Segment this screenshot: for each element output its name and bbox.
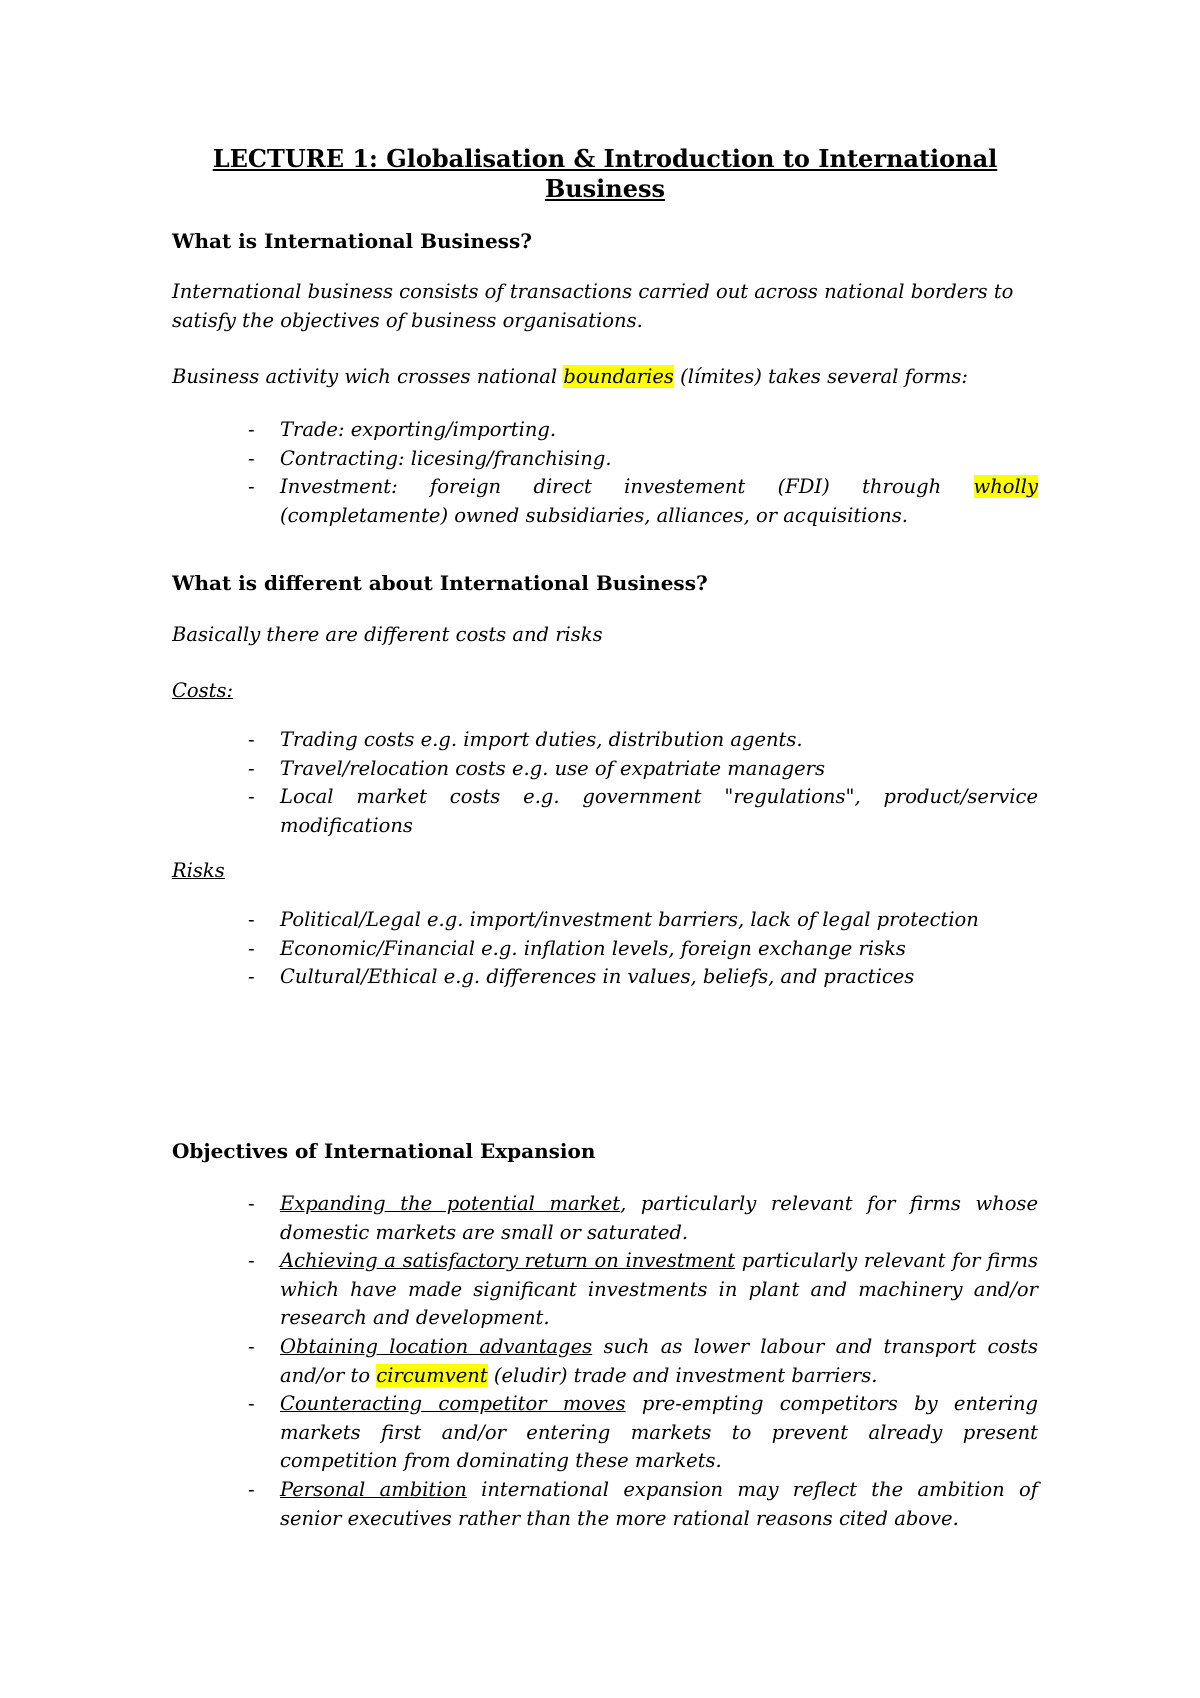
- objective-term: Achieving a satisfactory return on investment: [280, 1249, 736, 1273]
- intro-paragraph: Basically there are different costs and risks: [172, 623, 603, 646]
- dash-bullet: -: [248, 936, 255, 960]
- list-item: [172, 1390, 1038, 1476]
- list-item-text: Contracting: licesing/franchising.: [280, 446, 612, 470]
- list-item-text: Political/Legal e.g. import/investment barriers, lack of legal protection: [280, 908, 979, 931]
- list-item: [172, 963, 1038, 992]
- objective-text: such as lower labour and transport costs and/or to: [280, 1334, 1038, 1387]
- list-item-text: Trade: exporting/importing.: [280, 418, 557, 441]
- objective-term: Expanding the potential market: [280, 1192, 621, 1215]
- list-item: [172, 906, 1038, 935]
- objective-term: Counteracting competitor moves: [280, 1392, 626, 1416]
- list-item-text: Investment: foreign direct investement (FDI) through: [280, 475, 974, 499]
- dash-bullet: -: [248, 1477, 255, 1501]
- list-item: [172, 783, 1038, 840]
- costs-label: Costs:: [172, 679, 234, 702]
- dash-bullet: -: [248, 965, 255, 989]
- dash-bullet: -: [248, 1192, 255, 1215]
- objective-text: pre-empting competitors by entering markets first and/or entering markets to prevent already present competition from dominating these markets.: [280, 1392, 1038, 1473]
- list-item-text: Local market costs e.g. government "regulations", product/service modifications: [280, 785, 1038, 837]
- dash-bullet: -: [248, 1334, 255, 1358]
- dash-bullet: -: [248, 446, 255, 470]
- dash-bullet: -: [248, 1392, 255, 1416]
- highlight-circumvent: circumvent: [376, 1363, 488, 1387]
- list-item-text: Travel/relocation costs e.g. use of expatriate managers: [280, 756, 825, 780]
- objective-text: , particularly relevant for firms whose domestic markets are small or saturated.: [280, 1192, 1038, 1244]
- forms-list: [172, 416, 1038, 530]
- objective-term: Personal ambition: [280, 1477, 467, 1501]
- section-heading-what-is-different: What is different about International Business?: [172, 571, 708, 595]
- dash-bullet: -: [248, 756, 255, 780]
- objective-text: international expansion may reflect the ambition of senior executives rather than the more rational reasons cited above.: [280, 1477, 1038, 1530]
- section-heading-what-is: What is International Business?: [172, 229, 532, 253]
- risks-label: Risks: [172, 859, 225, 882]
- list-item: [172, 1333, 1038, 1390]
- list-item: [172, 935, 1038, 964]
- objective-text-end: (eludir) trade and investment barriers.: [487, 1363, 878, 1387]
- dash-bullet: -: [248, 475, 255, 499]
- highlight-wholly: wholly: [973, 475, 1038, 499]
- list-item: [172, 1476, 1038, 1533]
- forms-intro-paragraph: [172, 362, 1038, 391]
- list-item: [172, 755, 1038, 784]
- dash-bullet: -: [248, 728, 255, 751]
- list-item: [172, 416, 1038, 445]
- page-title: LECTURE 1: Globalisation & Introduction to International Business: [212, 144, 998, 203]
- dash-bullet: -: [248, 418, 255, 441]
- list-item: [172, 1190, 1038, 1247]
- costs-list: [172, 726, 1038, 840]
- list-item: [172, 445, 1038, 474]
- objective-term: Obtaining location advantages: [280, 1334, 593, 1358]
- risks-list: [172, 906, 1038, 992]
- list-item-text: Cultural/Ethical e.g. differences in values, beliefs, and practices: [280, 965, 915, 989]
- forms-intro-text: Business activity wich crosses national: [172, 365, 564, 388]
- list-item-text-end: (completamente) owned subsidiaries, alliances, or acquisitions.: [280, 503, 908, 527]
- dash-bullet: -: [248, 908, 255, 931]
- dash-bullet: -: [248, 1249, 255, 1273]
- dash-bullet: -: [248, 785, 255, 809]
- objectives-list: [172, 1190, 1038, 1533]
- list-item-text: Economic/Financial e.g. inflation levels, foreign exchange risks: [280, 936, 906, 960]
- list-item: [172, 473, 1038, 530]
- list-item: [172, 726, 1038, 755]
- list-item: [172, 1247, 1038, 1333]
- section-heading-objectives: Objectives of International Expansion: [172, 1139, 596, 1163]
- forms-intro-text-end: (límites) takes several forms:: [673, 365, 968, 388]
- objective-text: particularly relevant for firms which have made significant investments in plant and machinery and/or research and development.: [280, 1249, 1038, 1330]
- list-item-text: Trading costs e.g. import duties, distribution agents.: [280, 728, 803, 751]
- highlight-boundaries: boundaries: [563, 365, 674, 388]
- definition-paragraph: International business consists of transactions carried out across national borders to satisfy the objectives of business organisations.: [172, 280, 1014, 332]
